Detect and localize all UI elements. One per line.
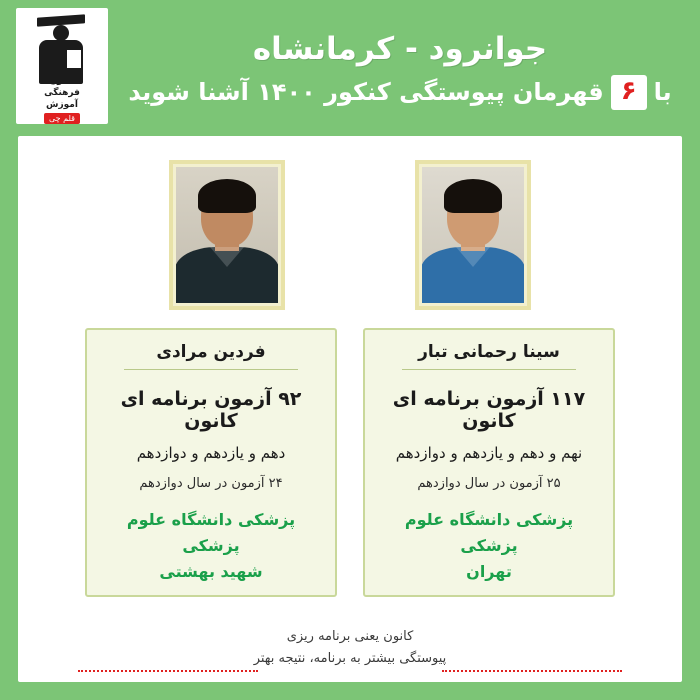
hair-shape [198,179,256,213]
subtitle [120,75,680,110]
header-titles [120,23,680,110]
book-icon [65,48,83,70]
footer-slogan-2: پیوستگی بیشتر به برنامه، نتیجه بهتر [253,651,447,666]
graduate-figure-icon [31,12,93,75]
logo-badge: قلم چی [44,113,80,124]
photo-row [18,136,682,310]
logo-line-3: آموزش [46,100,78,110]
content-card [18,136,682,682]
kanoon-logo [16,8,108,124]
grades-list: نهم و دهم و یازدهم و دوازدهم [395,444,583,462]
poster-footer [18,626,682,682]
subtitle-prefix: با [653,78,672,106]
acceptance-line-1: پزشکی دانشگاه علوم پزشکی [404,510,574,555]
acceptance-line-2: شهید بهشتی [159,562,263,581]
head-shape [53,25,69,41]
poster-header [0,0,700,132]
acceptance-line-1: پزشکی دانشگاه علوم پزشکی [126,510,296,555]
divider-dash-left [78,670,258,672]
exam-count: ۱۱۷ آزمون برنامه ای کانون [392,388,586,432]
divider [18,670,682,672]
final-year-exams: ۲۴ آزمون در سال دوازدهم [139,476,283,491]
subtitle-suffix: قهرمان پیوستگی کنکور ۱۴۰۰ آشنا شوید [128,78,604,106]
student-photo-frame [415,160,531,310]
student-card [363,328,615,597]
avatar [176,167,278,303]
footer-slogan-1: کانون یعنی برنامه ریزی [286,629,414,644]
student-name: فردین مرادی [124,342,297,370]
grades-list: دهم و یازدهم و دوازدهم [136,444,286,462]
hair-shape [444,179,502,213]
champion-count-badge: ۶ [611,75,647,110]
student-info-row [18,328,682,597]
final-year-exams: ۲۵ آزمون در سال دوازدهم [417,476,561,491]
logo-line-2: فرهنگی [44,88,80,98]
student-photo-frame [169,160,285,310]
page-title: جوانرود - کرمانشاه [252,30,548,67]
avatar [422,167,524,303]
exam-count: ۹۲ آزمون برنامه ای کانون [120,388,302,432]
acceptance-line-2: تهران [466,562,512,581]
divider-dash-right [442,670,622,672]
student-card [85,328,337,597]
student-name: سینا رحمانی تبار [402,342,575,370]
